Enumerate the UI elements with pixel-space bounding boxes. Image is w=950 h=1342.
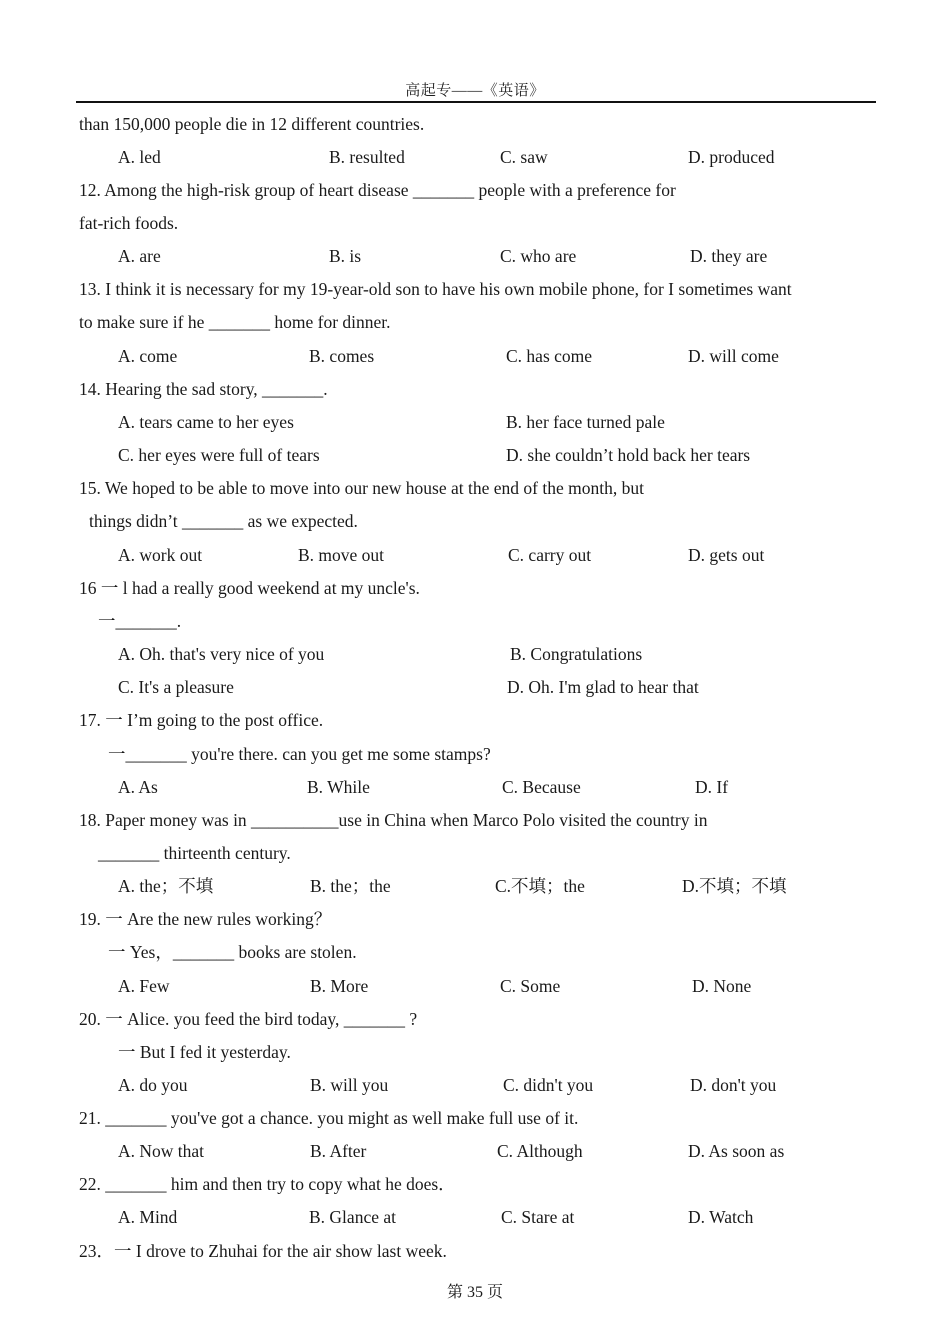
q12-stem-line1: 12. Among the high-risk group of heart disease _______ people with a preference for [79, 180, 676, 200]
q14-stem: 14. Hearing the sad story, _______. [79, 379, 328, 399]
q13-option-d: D. will come [688, 346, 779, 366]
q14-option-b: B. her face turned pale [506, 412, 665, 432]
q17-stem-line1: 17. 一 I’m going to the post office. [79, 710, 324, 730]
q20-stem-line1: 20. 一 Alice. you feed the bird today, _______ ? [79, 1009, 418, 1029]
q21-option-b: B. After [310, 1141, 367, 1161]
q15-stem-line2: things didn’t _______ as we expected. [89, 511, 358, 531]
page-number: 第 35 页 [446, 1284, 503, 1301]
q22-option-b: B. Glance at [309, 1207, 396, 1227]
q20-option-b: B. will you [310, 1075, 389, 1095]
q22-option-a: A. Mind [118, 1207, 178, 1227]
q13-stem-line1: 13. I think it is necessary for my 19-year-old son to have his own mobile phone, for I sometimes want [79, 279, 792, 299]
q20-option-c: C. didn't you [503, 1075, 594, 1095]
q19-stem-line2: 一 Yes，_______ books are stolen. [108, 942, 357, 962]
q14-option-c: C. her eyes were full of tears [118, 445, 320, 465]
q15-option-b: B. move out [298, 545, 385, 565]
q16-option-b: B. Congratulations [510, 644, 643, 664]
q19-option-a: A. Few [118, 976, 170, 996]
q22-option-c: C. Stare at [501, 1207, 575, 1227]
header-rule [76, 101, 876, 103]
q17-option-c: C. Because [502, 777, 581, 797]
q12-option-a: A. are [118, 246, 161, 266]
q13-option-a: A. come [118, 346, 178, 366]
q19-option-d: D. None [692, 976, 752, 996]
q11-stem-tail: than 150,000 people die in 12 different countries. [79, 114, 425, 134]
q16-stem-line2: 一_______. [98, 611, 182, 631]
q11-option-b: B. resulted [329, 147, 405, 167]
q14-option-d: D. she couldn’t hold back her tears [506, 445, 751, 465]
q11-option-d: D. produced [688, 147, 775, 167]
q13-option-c: C. has come [506, 346, 593, 366]
q20-option-a: A. do you [118, 1075, 188, 1095]
q20-option-d: D. don't you [690, 1075, 777, 1095]
q14-option-a: A. tears came to her eyes [118, 412, 294, 432]
q15-option-d: D. gets out [688, 545, 765, 565]
q21-option-d: D. As soon as [688, 1141, 785, 1161]
q11-option-a: A. led [118, 147, 161, 167]
q21-stem: 21. _______ you've got a chance. you might as well make full use of it. [79, 1108, 579, 1128]
q12-option-b: B. is [329, 246, 362, 266]
q16-stem-line1: 16 一 l had a really good weekend at my uncle's. [79, 578, 420, 598]
q16-option-c: C. It's a pleasure [118, 677, 234, 697]
q18-option-a: A. the；不填 [118, 876, 214, 896]
q15-option-a: A. work out [118, 545, 203, 565]
q18-stem-line1: 18. Paper money was in __________use in China when Marco Polo visited the country in [79, 810, 708, 830]
q12-option-c: C. who are [500, 246, 577, 266]
page-header: 高起专——《英语》 [405, 83, 545, 99]
q12-option-d: D. they are [690, 246, 768, 266]
q18-option-d: D.不填；不填 [682, 876, 787, 896]
q18-option-c: C.不填；the [495, 876, 585, 896]
q17-option-b: B. While [307, 777, 370, 797]
q22-stem: 22. _______ him and then try to copy what he does． [79, 1174, 456, 1194]
q18-option-b: B. the；the [310, 876, 391, 896]
q19-option-b: B. More [310, 976, 369, 996]
q17-stem-line2: 一_______ you're there. can you get me some stamps? [108, 744, 491, 764]
q20-stem-line2: 一 But I fed it yesterday. [118, 1042, 291, 1062]
q16-option-d: D. Oh. I'm glad to hear that [507, 677, 699, 697]
q21-option-a: A. Now that [118, 1141, 205, 1161]
q17-option-a: A. As [118, 777, 158, 797]
q13-option-b: B. comes [309, 346, 375, 366]
q15-option-c: C. carry out [508, 545, 592, 565]
q15-stem-line1: 15. We hoped to be able to move into our new house at the end of the month, but [79, 478, 644, 498]
q13-stem-line2: to make sure if he _______ home for dinner. [79, 312, 391, 332]
q19-stem-line1: 19. 一 Are the new rules working？ [79, 909, 332, 929]
q23-stem: 23．一 I drove to Zhuhai for the air show last week. [79, 1241, 447, 1261]
q16-option-a: A. Oh. that's very nice of you [118, 644, 325, 664]
q19-option-c: C. Some [500, 976, 561, 996]
q18-stem-line2: _______ thirteenth century. [98, 843, 291, 863]
q17-option-d: D. If [695, 777, 729, 797]
q21-option-c: C. Although [497, 1141, 583, 1161]
q22-option-d: D. Watch [688, 1207, 754, 1227]
q11-option-c: C. saw [500, 147, 548, 167]
q12-stem-line2: fat-rich foods. [79, 213, 179, 233]
